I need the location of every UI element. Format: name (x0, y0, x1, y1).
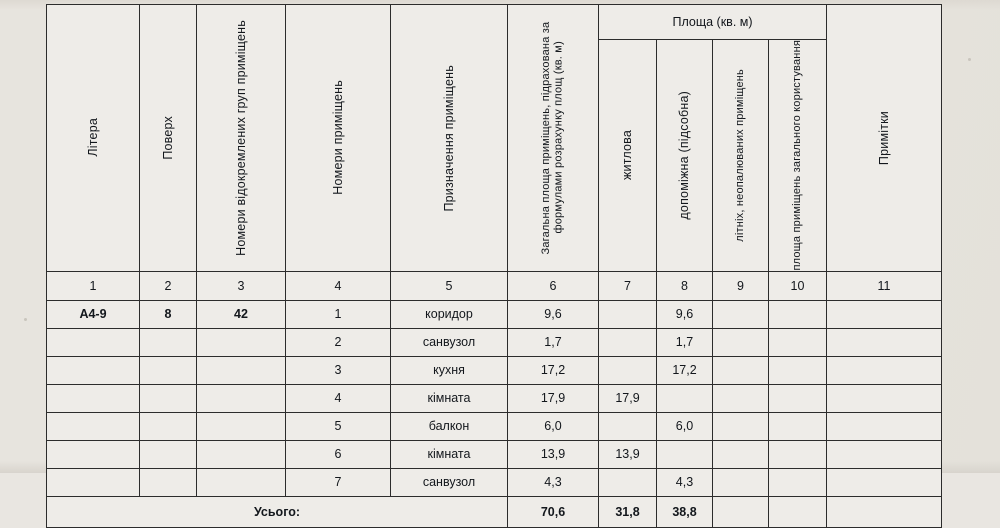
header-cell-common (769, 40, 827, 272)
table-total-row (47, 496, 942, 527)
table-row (47, 356, 942, 384)
cell-total-area: 13,9 (508, 440, 599, 468)
header-group-area (599, 5, 827, 40)
cell-living (599, 468, 657, 496)
header-cell-living (599, 40, 657, 272)
table-row (47, 328, 942, 356)
table-row (47, 440, 942, 468)
total-summer (713, 496, 769, 527)
cell-floor (140, 440, 197, 468)
total-common (769, 496, 827, 527)
cell-summer (713, 468, 769, 496)
header-label-area-group: Площа (кв. м) (672, 15, 753, 29)
header-label-floor: Поверх (160, 115, 175, 160)
cell-auxiliary: 9,6 (657, 300, 713, 328)
header-cell-floor (140, 5, 197, 272)
cell-group-no (197, 412, 286, 440)
header-label-common: площа приміщень загального користування (791, 40, 804, 271)
cell-common (769, 300, 827, 328)
cell-common (769, 356, 827, 384)
cell-purpose: балкон (391, 412, 508, 440)
cell-auxiliary (657, 440, 713, 468)
header-cell-letter (47, 5, 140, 272)
header-label-living: житлова (620, 130, 635, 181)
cell-total-area: 17,2 (508, 356, 599, 384)
header-label-auxiliary: допоміжна (підсобна) (677, 90, 692, 220)
cell-letter (47, 440, 140, 468)
cell-purpose: санвузол (391, 328, 508, 356)
cell-room-no: 3 (286, 356, 391, 384)
column-number: 9 (713, 271, 769, 300)
cell-purpose: санвузол (391, 468, 508, 496)
header-cell-total-area (508, 5, 599, 272)
column-number: 4 (286, 271, 391, 300)
column-number: 2 (140, 271, 197, 300)
header-label-notes: Примітки (876, 110, 891, 165)
cell-group-no (197, 440, 286, 468)
column-number-row (47, 271, 942, 300)
cell-letter (47, 468, 140, 496)
cell-letter: А4-9 (47, 300, 140, 328)
column-number: 5 (391, 271, 508, 300)
cell-room-no: 4 (286, 384, 391, 412)
cell-room-no: 7 (286, 468, 391, 496)
premises-explication-table (46, 4, 942, 528)
cell-auxiliary: 6,0 (657, 412, 713, 440)
cell-common (769, 328, 827, 356)
cell-common (769, 384, 827, 412)
column-number: 3 (197, 271, 286, 300)
cell-floor (140, 328, 197, 356)
column-number: 10 (769, 271, 827, 300)
cell-group-no (197, 356, 286, 384)
cell-summer (713, 440, 769, 468)
cell-group-no (197, 328, 286, 356)
cell-auxiliary (657, 384, 713, 412)
cell-total-area: 17,9 (508, 384, 599, 412)
column-number: 7 (599, 271, 657, 300)
cell-summer (713, 356, 769, 384)
total-total-area: 70,6 (508, 496, 599, 527)
cell-floor: 8 (140, 300, 197, 328)
header-cell-group-no (197, 5, 286, 272)
column-number: 8 (657, 271, 713, 300)
cell-notes (827, 328, 942, 356)
table-row (47, 468, 942, 496)
cell-auxiliary: 1,7 (657, 328, 713, 356)
header-cell-notes (827, 5, 942, 272)
table-row (47, 384, 942, 412)
header-label-letter: Літера (85, 118, 100, 158)
cell-total-area: 6,0 (508, 412, 599, 440)
cell-common (769, 440, 827, 468)
table-row (47, 300, 942, 328)
cell-floor (140, 412, 197, 440)
header-cell-room-no (286, 5, 391, 272)
paper-speck (968, 58, 971, 61)
header-label-group-no: Номери відокремлених груп приміщень (233, 19, 248, 256)
cell-notes (827, 356, 942, 384)
cell-notes (827, 300, 942, 328)
header-label-summer: літніх, неопалюваних приміщень (734, 68, 747, 242)
cell-summer (713, 300, 769, 328)
cell-room-no: 6 (286, 440, 391, 468)
cell-group-no (197, 468, 286, 496)
cell-summer (713, 384, 769, 412)
total-notes (827, 496, 942, 527)
cell-notes (827, 384, 942, 412)
column-number: 6 (508, 271, 599, 300)
cell-total-area: 9,6 (508, 300, 599, 328)
cell-floor (140, 468, 197, 496)
page-left-margin (0, 0, 46, 473)
cell-auxiliary: 4,3 (657, 468, 713, 496)
cell-summer (713, 328, 769, 356)
header-cell-auxiliary (657, 40, 713, 272)
cell-living (599, 356, 657, 384)
cell-summer (713, 412, 769, 440)
cell-purpose: кімната (391, 384, 508, 412)
cell-total-area: 4,3 (508, 468, 599, 496)
cell-purpose: коридор (391, 300, 508, 328)
cell-group-no (197, 384, 286, 412)
column-number: 1 (47, 271, 140, 300)
table-row (47, 412, 942, 440)
header-label-purpose: Призначення приміщень (441, 64, 456, 212)
cell-common (769, 468, 827, 496)
cell-living: 17,9 (599, 384, 657, 412)
cell-room-no: 1 (286, 300, 391, 328)
cell-letter (47, 384, 140, 412)
cell-notes (827, 412, 942, 440)
cell-common (769, 412, 827, 440)
total-living: 31,8 (599, 496, 657, 527)
header-cell-summer (713, 40, 769, 272)
cell-room-no: 5 (286, 412, 391, 440)
cell-room-no: 2 (286, 328, 391, 356)
header-label-total-area: Загальна площа приміщень, підрахована за формулами розрахунку площ (кв. м) (540, 21, 565, 255)
cell-purpose: кухня (391, 356, 508, 384)
header-label-room-no: Номери приміщень (330, 80, 345, 196)
cell-letter (47, 328, 140, 356)
cell-living: 13,9 (599, 440, 657, 468)
total-auxiliary: 38,8 (657, 496, 713, 527)
header-row-top (47, 5, 942, 40)
cell-letter (47, 412, 140, 440)
cell-living (599, 328, 657, 356)
cell-floor (140, 356, 197, 384)
cell-living (599, 412, 657, 440)
cell-group-no: 42 (197, 300, 286, 328)
header-cell-purpose (391, 5, 508, 272)
cell-letter (47, 356, 140, 384)
cell-total-area: 1,7 (508, 328, 599, 356)
cell-floor (140, 384, 197, 412)
total-label: Усього: (47, 496, 508, 527)
cell-living (599, 300, 657, 328)
cell-purpose: кімната (391, 440, 508, 468)
column-number: 11 (827, 271, 942, 300)
cell-notes (827, 468, 942, 496)
cell-notes (827, 440, 942, 468)
cell-auxiliary: 17,2 (657, 356, 713, 384)
